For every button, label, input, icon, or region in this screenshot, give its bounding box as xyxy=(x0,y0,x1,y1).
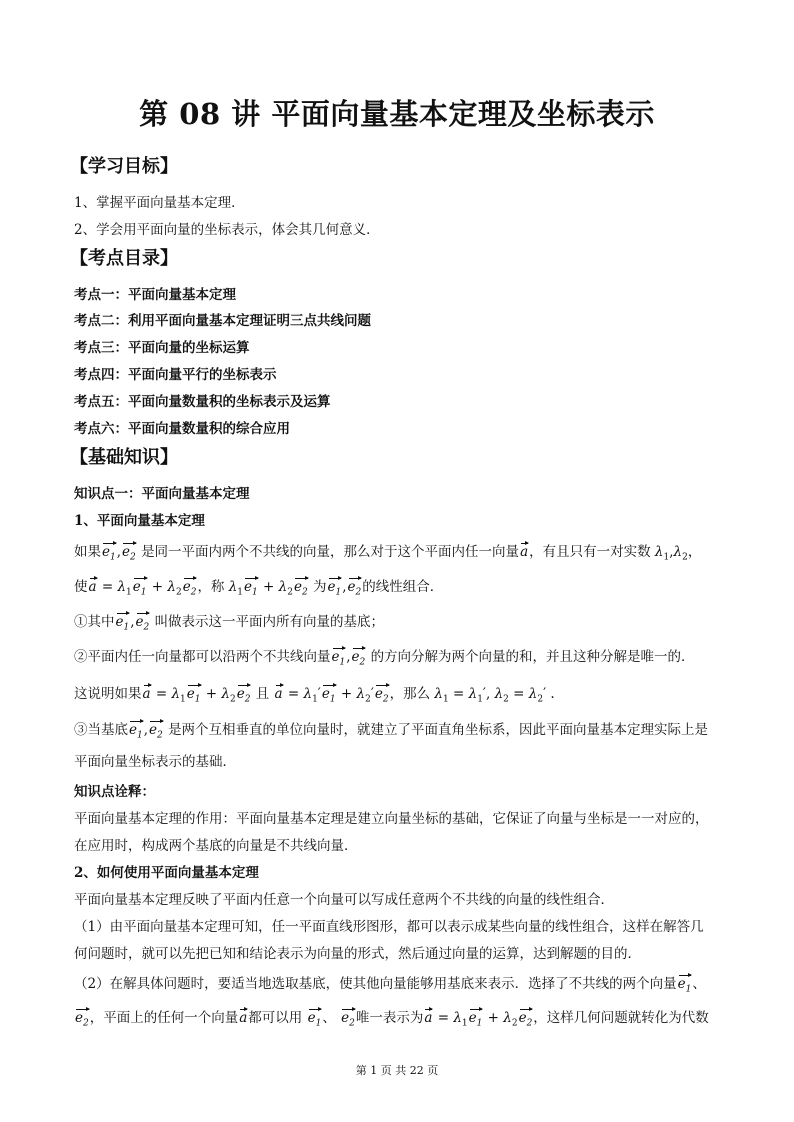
subsection-heading: 1、平面向量基本定理 xyxy=(74,513,205,529)
usage-paragraph: （1）由平面向量基本定理可知，任一平面直线形图形，都可以表示成某些向量的线性组合，这样在解答几 xyxy=(74,919,704,935)
knowledge-point-heading: 知识点一：平面向量基本定理 xyxy=(74,486,250,502)
topic-item: 考点五：平面向量数量积的坐标表示及运算 xyxy=(74,394,331,410)
theorem-line: 如果$e_1,e_2$ 是同一平面内两个不共线的向量，那么对于这个平面内任一向量a，有且只有一对实数 $\lambda_1,\lambda_2$， xyxy=(74,544,702,563)
topic-item: 考点一：平面向量基本定理 xyxy=(74,287,236,303)
goal-item: 2、学会用平面向量的坐标表示，体会其几何意义． xyxy=(74,222,380,238)
usage-paragraph: $e_2$，平面上的任何一个向量a都可以用 $e_1$、 $e_2$唯一表示为$a = \lambda_1e_1 + \lambda_2e_2$，这样几何问题就转化为代数 xyxy=(75,1010,709,1029)
usage-paragraph: 平面向量基本定理反映了平面内任意一个向量可以写成任意两个不共线的向量的线性组合． xyxy=(74,892,614,908)
basics-heading: 【基础知识】 xyxy=(70,447,178,468)
topic-item: 考点三：平面向量的坐标运算 xyxy=(74,340,250,356)
goal-item: 1、掌握平面向量基本定理． xyxy=(74,195,245,211)
topic-item: 考点六：平面向量数量积的综合应用 xyxy=(74,421,290,437)
topic-item: 考点二：利用平面向量基本定理证明三点共线问题 xyxy=(74,313,371,329)
subsection-heading: 2、如何使用平面向量基本定理 xyxy=(74,865,259,881)
goals-heading: 【学习目标】 xyxy=(70,156,178,177)
page-title: 第 08 讲 平面向量基本定理及坐标表示 xyxy=(139,97,655,131)
note-paragraph: 在应用时，构成两个基底的向量是不共线向量． xyxy=(74,838,358,854)
topic-item: 考点四：平面向量平行的坐标表示 xyxy=(74,367,277,383)
note-paragraph: 平面向量基本定理的作用：平面向量基本定理是建立向量坐标的基础，它保证了向量与坐标是一一对应的， xyxy=(74,811,709,827)
uniqueness-line: 这说明如果$a = \lambda_1e_1 + \lambda_2e_2$ 且 $a = \lambda_1'e_1 + \lambda_2'e_2$，那么 $\lambda_1 = \lambda_1'$, $\lambda_2 = \lambda_2'$ . xyxy=(74,686,555,705)
orthonormal-basis-line-cont: 平面向量坐标表示的基础． xyxy=(74,754,236,770)
page-footer: 第 1 页 共 22 页 xyxy=(355,1064,439,1077)
note-heading: 知识点诠释： xyxy=(74,784,155,800)
topics-heading: 【考点目录】 xyxy=(70,248,178,269)
note-basis-line: ①其中$e_1,e_2$ 叫做表示这一平面内所有向量的基底； xyxy=(74,614,385,633)
note-decomposition-line: ②平面内任一向量都可以沿两个不共线向量$e_1,e_2$ 的方向分解为两个向量的和，并且这种分解是唯一的． xyxy=(74,649,695,668)
usage-paragraph: 何问题时，就可以先把已知和结论表示为向量的形式，然后通过向量的运算，达到解题的目的． xyxy=(74,946,641,962)
linear-combination-line: 使$a = \lambda_1e_1 + \lambda_2e_2$，称 $\lambda_1e_1 + \lambda_2e_2$ 为$e_1,e_2$的线性组合． xyxy=(74,579,444,598)
orthonormal-basis-line: ③当基底$e_1,e_2$ 是两个互相垂直的单位向量时，就建立了平面直角坐标系，因此平面向量基本定理实际上是 xyxy=(74,722,709,741)
usage-paragraph: （2）在解具体问题时，要适当地选取基底，使其他向量能够用基底来表示．选择了不共线的两个向量$e_1$、 xyxy=(74,976,706,995)
